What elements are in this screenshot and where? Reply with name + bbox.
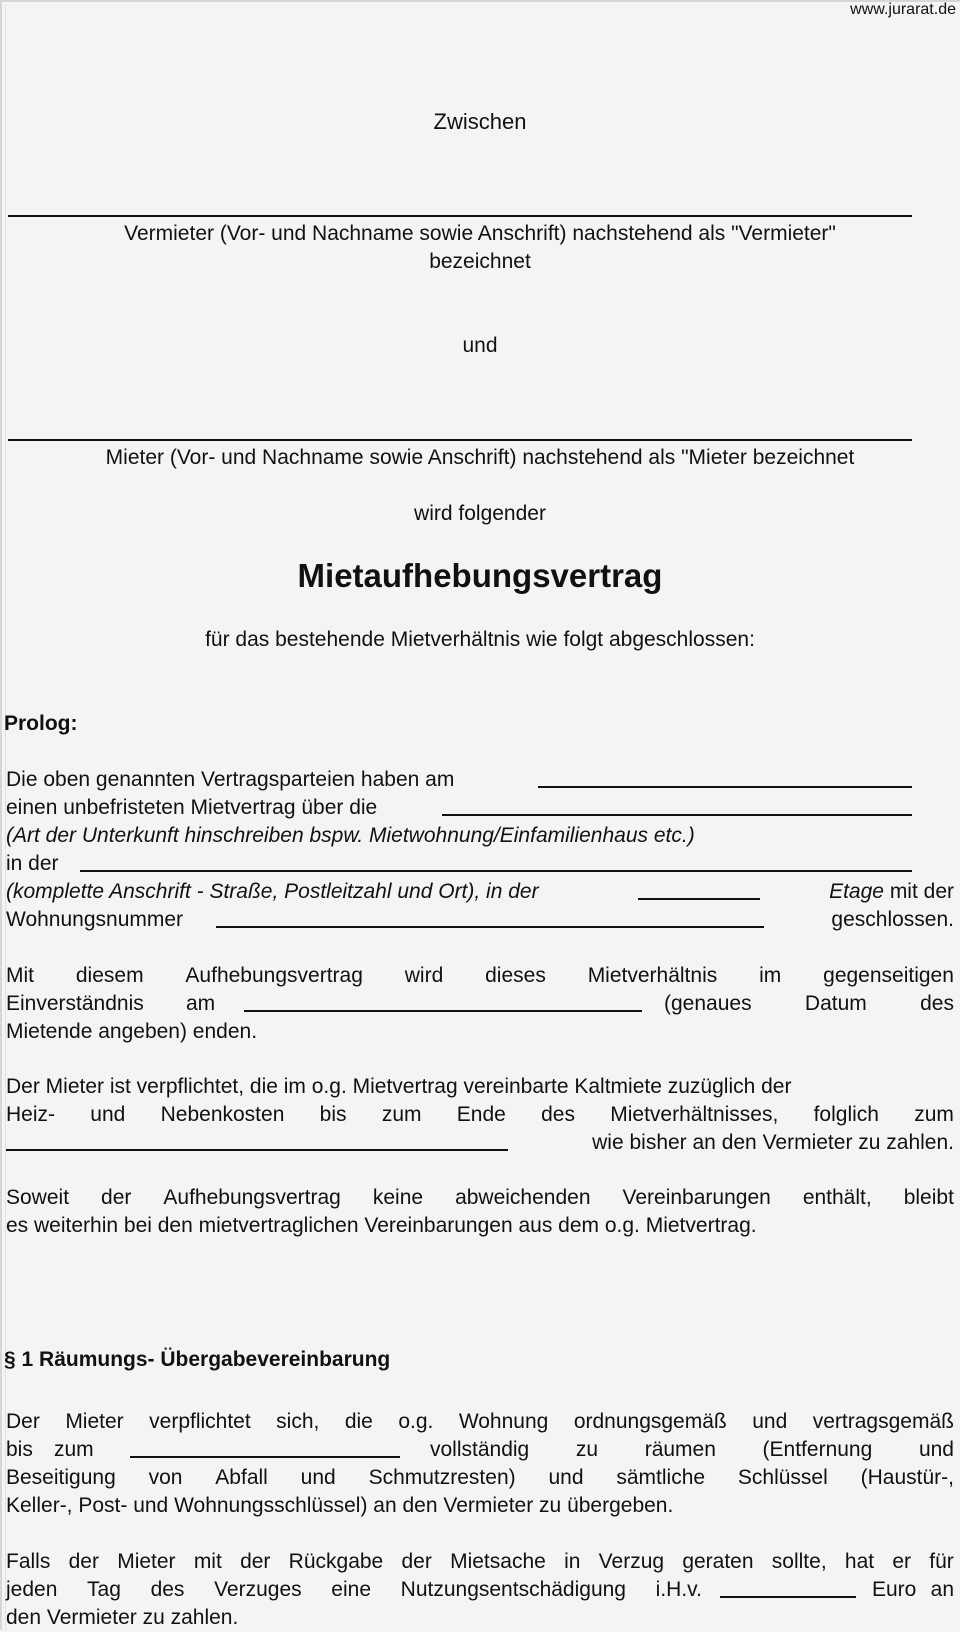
word: Vereinbarungen bbox=[622, 1186, 771, 1209]
word: dieses bbox=[485, 964, 546, 987]
p2-line3-text: wie bisher an den Vermieter zu zahlen. bbox=[592, 1131, 954, 1154]
word: Nebenkosten bbox=[160, 1103, 285, 1126]
prolog-line-6 bbox=[6, 906, 954, 934]
word: keine bbox=[372, 1186, 424, 1209]
word: Aufhebungsvertrag bbox=[163, 1186, 341, 1209]
word: bis bbox=[6, 1438, 33, 1461]
landlord-caption-line2: bezeichnet bbox=[429, 250, 531, 273]
between-label: Zwischen bbox=[433, 109, 527, 134]
word: hat bbox=[844, 1550, 875, 1573]
contract-date-field[interactable] bbox=[538, 766, 912, 788]
and-label: und bbox=[462, 334, 498, 357]
compensation-amount-field[interactable] bbox=[720, 1576, 856, 1598]
s1-p2-line2-end bbox=[872, 1576, 954, 1604]
word: vertragsgemäß bbox=[812, 1410, 954, 1433]
word: der bbox=[401, 1550, 432, 1573]
word: mit bbox=[193, 1550, 222, 1573]
word: die bbox=[344, 1410, 373, 1433]
p2-line-2 bbox=[6, 1101, 954, 1129]
s1-p1-line-1 bbox=[6, 1408, 954, 1436]
word: i.H.v. bbox=[655, 1578, 702, 1601]
word: Schlüssel bbox=[737, 1466, 828, 1489]
prolog-line4-text: in der bbox=[6, 852, 59, 875]
word: bleibt bbox=[903, 1186, 954, 1209]
etage-label: Etage bbox=[829, 880, 884, 903]
landlord-caption-line1: Vermieter (Vor- und Nachname sowie Anschrift) nachstehend als "Vermieter" bbox=[124, 222, 836, 245]
word: Abfall bbox=[215, 1466, 268, 1489]
word: im bbox=[759, 964, 782, 987]
word: Mieter bbox=[117, 1550, 176, 1573]
termination-date-field[interactable] bbox=[244, 990, 642, 1012]
s1-p2-line2-start bbox=[6, 1576, 702, 1604]
p1-line-1 bbox=[6, 962, 954, 990]
s1-p1-line2-end bbox=[430, 1436, 954, 1464]
word: sollte, bbox=[771, 1550, 827, 1573]
word: am bbox=[186, 992, 216, 1015]
word: Heiz- bbox=[6, 1103, 56, 1126]
word: (genaues bbox=[664, 992, 752, 1015]
word: des bbox=[920, 992, 954, 1015]
p2-line-1: Der Mieter ist verpflichtet, die im o.g. Mietvertrag vereinbarte Kaltmiete zuzüglich der bbox=[6, 1075, 792, 1098]
word: diesem bbox=[75, 964, 144, 987]
prolog-line2-text: einen unbefristeten Mietvertrag über die bbox=[6, 796, 378, 819]
word: zu bbox=[575, 1438, 599, 1461]
s1-p2-line-3: den Vermieter zu zahlen. bbox=[6, 1606, 239, 1629]
word: für bbox=[929, 1550, 954, 1573]
prolog-line-2 bbox=[6, 794, 954, 822]
word: Soweit bbox=[6, 1186, 70, 1209]
p1-line-3: Mietende angeben) enden. bbox=[6, 1020, 258, 1043]
prolog-heading: Prolog: bbox=[4, 712, 78, 735]
prolog-line5-text: (komplette Anschrift - Straße, Postleitzahl und Ort), in der bbox=[6, 880, 539, 903]
word: sich, bbox=[276, 1410, 320, 1433]
word: Euro bbox=[872, 1578, 917, 1601]
word: vollständig bbox=[430, 1438, 530, 1461]
word: Datum bbox=[804, 992, 867, 1015]
address-field[interactable] bbox=[80, 850, 912, 872]
word: von bbox=[148, 1466, 183, 1489]
document-subtitle: für das bestehende Mietverhältnis wie folgt abgeschlossen: bbox=[205, 628, 755, 651]
s1-p1-line-4: Keller-, Post- und Wohnungsschlüssel) an den Vermieter zu übergeben. bbox=[6, 1494, 674, 1517]
word: Mit bbox=[6, 964, 34, 987]
prolog-line-5 bbox=[6, 878, 954, 906]
word: der bbox=[101, 1186, 132, 1209]
word: und bbox=[918, 1438, 954, 1461]
s1-p1-line-3 bbox=[6, 1464, 954, 1492]
prolog-line-3: (Art der Unterkunft hinschreiben bspw. Mietwohnung/Einfamilienhaus etc.) bbox=[6, 824, 695, 847]
apartment-number-field[interactable] bbox=[216, 906, 764, 928]
document-title: Mietaufhebungsvertrag bbox=[297, 557, 663, 594]
word: zum bbox=[914, 1103, 954, 1126]
accommodation-type-field[interactable] bbox=[442, 794, 912, 816]
payment-until-field[interactable] bbox=[6, 1129, 508, 1151]
word: jeden bbox=[6, 1578, 58, 1601]
word: er bbox=[892, 1550, 912, 1573]
word: in bbox=[564, 1550, 581, 1573]
tenant-signature-line[interactable] bbox=[8, 439, 912, 441]
floor-field[interactable] bbox=[638, 878, 760, 900]
word: zum bbox=[54, 1438, 94, 1461]
word: wird bbox=[404, 964, 444, 987]
word: (Entfernung bbox=[762, 1438, 873, 1461]
word: an bbox=[930, 1578, 954, 1601]
word: (Haustür-, bbox=[860, 1466, 954, 1489]
word: Rückgabe bbox=[288, 1550, 384, 1573]
word: Beseitigung bbox=[6, 1466, 116, 1489]
prolog-line5-end bbox=[829, 878, 954, 906]
mit-der-label: mit der bbox=[889, 880, 954, 903]
following-label: wird folgender bbox=[414, 502, 546, 525]
word: Mietverhältnisses, bbox=[610, 1103, 779, 1126]
word: Mieter bbox=[65, 1410, 124, 1433]
word: und bbox=[90, 1103, 126, 1126]
word: verpflichtet bbox=[149, 1410, 251, 1433]
vacate-date-field[interactable] bbox=[130, 1436, 400, 1458]
word: Mietsache bbox=[450, 1550, 546, 1573]
tenant-caption: Mieter (Vor- und Nachname sowie Anschrift) nachstehend als "Mieter bezeichnet bbox=[105, 446, 855, 469]
word: Mietverhältnis bbox=[587, 964, 718, 987]
word: und bbox=[300, 1466, 336, 1489]
prolog-line6-end: geschlossen. bbox=[831, 908, 954, 931]
word: Der bbox=[6, 1410, 40, 1433]
section1-heading: § 1 Räumungs- Übergabevereinbarung bbox=[4, 1348, 391, 1371]
word: räumen bbox=[644, 1438, 716, 1461]
s1-p2-line-1 bbox=[6, 1548, 954, 1576]
word: o.g. bbox=[398, 1410, 434, 1433]
word: und bbox=[752, 1410, 788, 1433]
word: des bbox=[150, 1578, 185, 1601]
word: Aufhebungsvertrag bbox=[185, 964, 363, 987]
word: Tag bbox=[87, 1578, 121, 1601]
word: der bbox=[240, 1550, 271, 1573]
p3-line-1 bbox=[6, 1184, 954, 1212]
word: geraten bbox=[682, 1550, 754, 1573]
word: Verzuges bbox=[214, 1578, 302, 1601]
word: zum bbox=[381, 1103, 422, 1126]
word: gegenseitigen bbox=[823, 964, 954, 987]
word: Einverständnis bbox=[6, 992, 144, 1015]
prolog-line-4 bbox=[6, 850, 954, 878]
word: eine bbox=[331, 1578, 371, 1601]
website-label: www.jurarat.de bbox=[850, 1, 956, 18]
word: Falls bbox=[6, 1550, 51, 1573]
word: Ende bbox=[456, 1103, 506, 1126]
word: ordnungsgemäß bbox=[573, 1410, 727, 1433]
prolog-line1-text: Die oben genannten Vertragsparteien haben am bbox=[6, 768, 455, 791]
word: Verzug bbox=[598, 1550, 665, 1573]
p3-line-2: es weiterhin bei den mietvertraglichen Vereinbarungen aus dem o.g. Mietvertrag. bbox=[6, 1214, 757, 1237]
word: folglich bbox=[813, 1103, 879, 1126]
word: Nutzungsentschädigung bbox=[400, 1578, 626, 1601]
word: enthält, bbox=[802, 1186, 872, 1209]
word: sämtliche bbox=[616, 1466, 706, 1489]
word: und bbox=[548, 1466, 584, 1489]
prolog-line-1 bbox=[6, 766, 954, 794]
word: des bbox=[541, 1103, 575, 1126]
word: der bbox=[68, 1550, 99, 1573]
prolog-line6-text: Wohnungsnummer bbox=[6, 908, 184, 931]
landlord-signature-line[interactable] bbox=[8, 215, 912, 217]
word: bis bbox=[319, 1103, 347, 1126]
word: Schmutzresten) bbox=[368, 1466, 516, 1489]
word: Wohnung bbox=[458, 1410, 549, 1433]
p1-line2-end bbox=[664, 990, 954, 1018]
word: abweichenden bbox=[455, 1186, 591, 1209]
